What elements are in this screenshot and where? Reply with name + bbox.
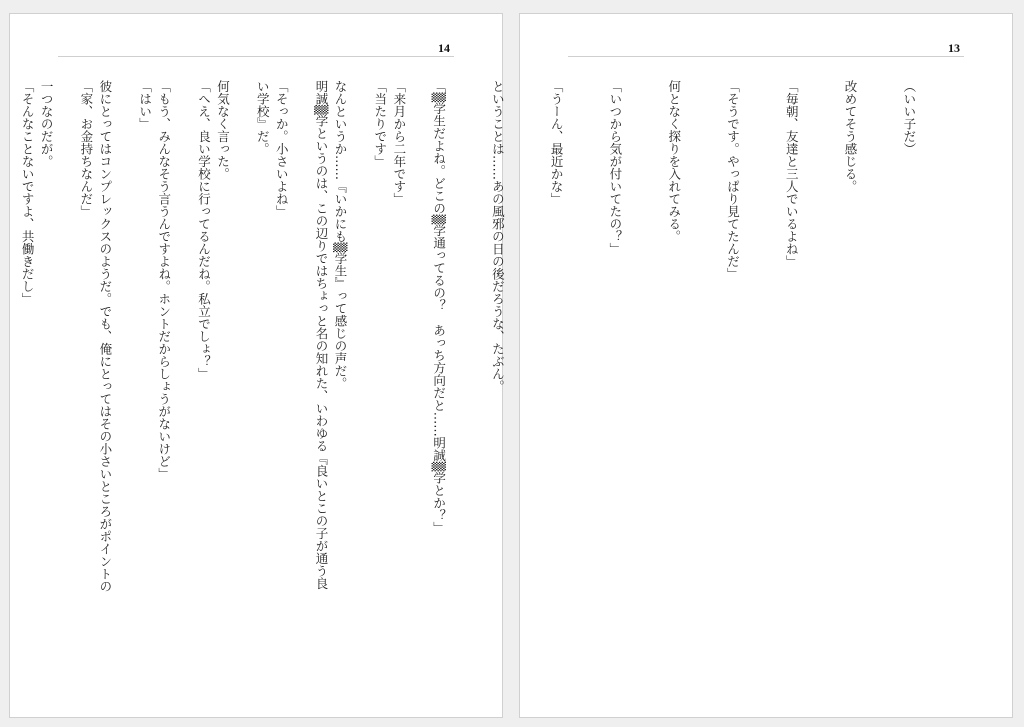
page-number: 14 [438, 41, 450, 55]
header-rule [58, 56, 454, 57]
text-line: 「家、お金持ちなんだ」 [78, 80, 94, 218]
header-rule [568, 56, 964, 57]
text-line: 「へえ、良い学校に行ってるんだね。私立でしょ？」 [196, 80, 212, 380]
page-number: 13 [948, 41, 960, 55]
text-line: 「そうです。やっぱり見てたんだ」 [725, 80, 741, 280]
text-line: 明誠▒学というのは、この辺りではちょっと名の知れた、いわゆる『良いとこの子が通う良 [314, 80, 329, 590]
text-line: なんというか……『いかにも▒学生』って感じの声だ。 [333, 80, 349, 390]
text-line: 「そっか。小さいよね」 [274, 80, 290, 218]
text-line: 彼にとってはコンプレックスのようだ。でも、俺にとってはその小さいところがポイントの [97, 80, 113, 593]
text-line: 「そんなことないですよ、共働きだし」 [20, 80, 36, 305]
vertical-text-block [0, 80, 958, 700]
text-line: 「▒学生だよね。どこの▒学通ってるの？ あっち方向だと……明誠▒学とか？」 [431, 80, 447, 534]
text-line: 「来月から二年です」 [391, 80, 407, 205]
text-line: い学校』だ。 [255, 80, 271, 155]
text-line: 「毎朝、友達と三人でいるよね」 [784, 80, 800, 268]
text-line: 「うーん、最近かな」 [549, 80, 565, 205]
text-line: 「はい」 [137, 80, 153, 130]
text-line: 改めてそう感じる。 [843, 80, 859, 193]
text-line: （いい子だ） [901, 80, 917, 155]
text-line: ということは……あの風邪の日の後だろうな、たぶん。 [490, 80, 506, 393]
text-line: 一つなのだが。 [39, 80, 55, 168]
text-line: 「当たりです」 [372, 80, 388, 168]
text-line: 何となく探りを入れてみる。 [666, 80, 682, 243]
text-line: 「もう、みんなそう言うんですよね。ホントだからしょうがないけど」 [156, 80, 172, 480]
text-line: 何気なく言った。 [215, 80, 231, 180]
text-line: 「いつから気が付いてたの？」 [607, 80, 623, 255]
